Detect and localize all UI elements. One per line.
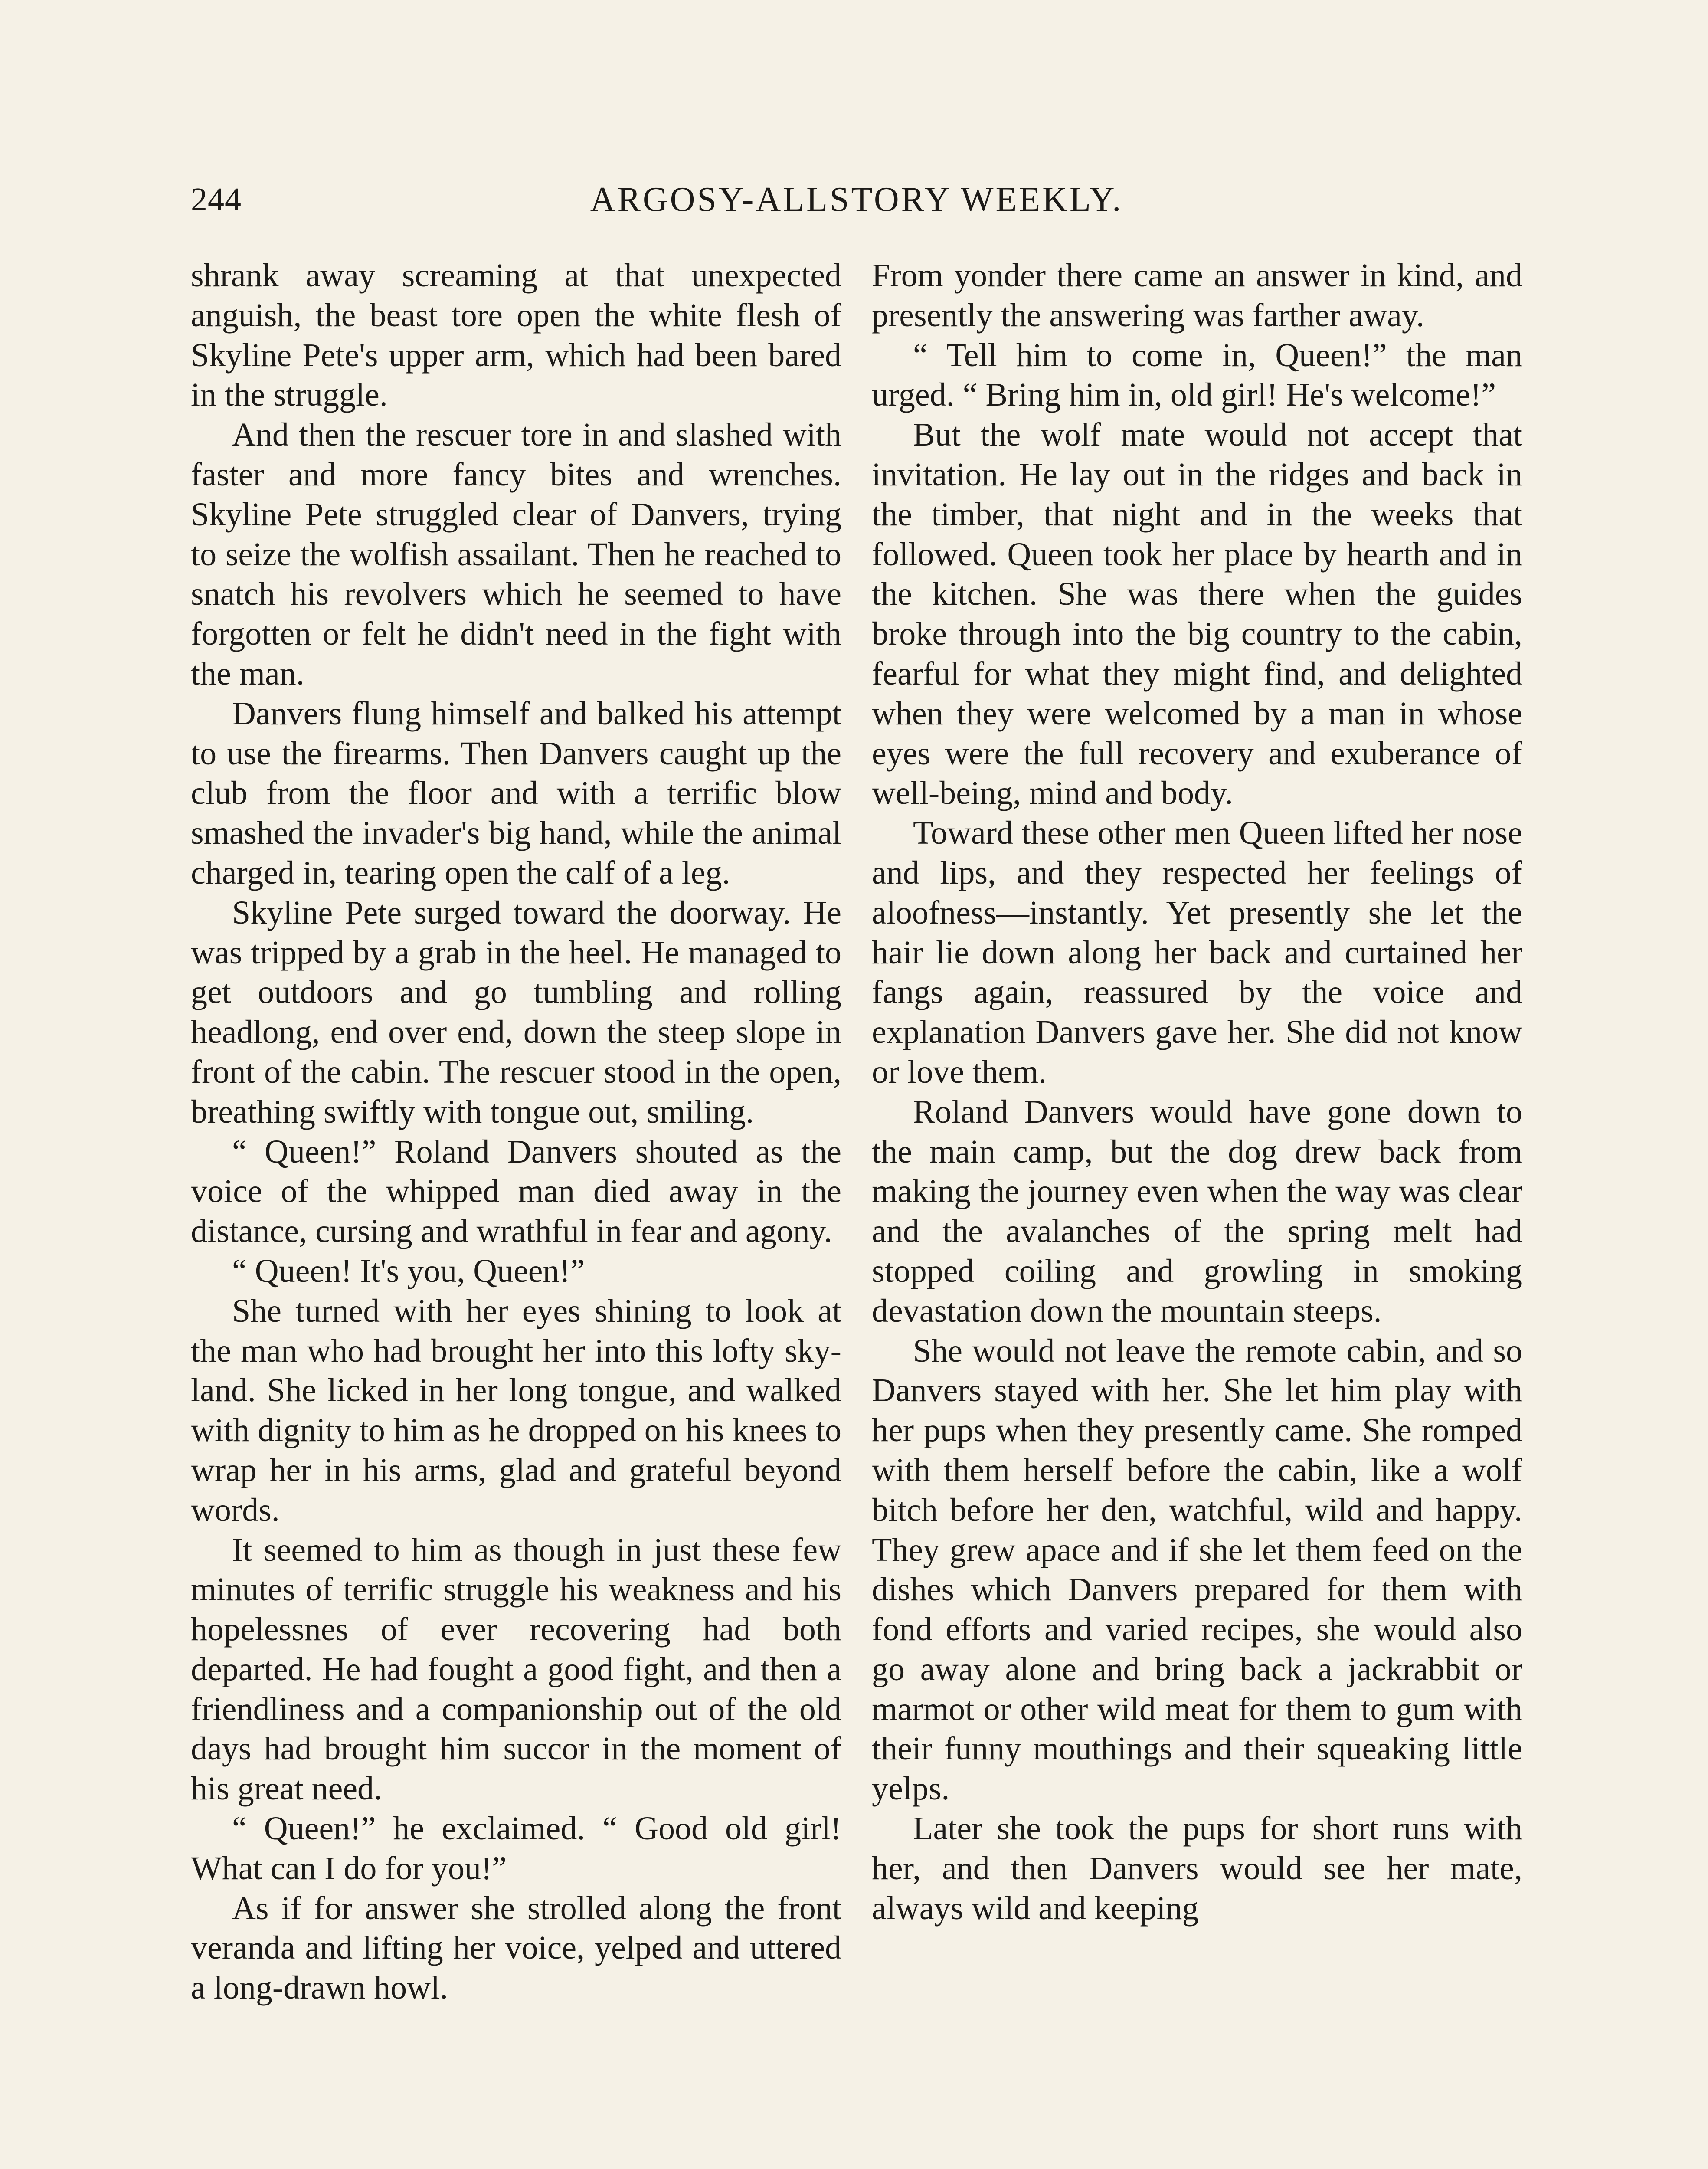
paragraph: But the wolf mate would not accept that invitation. He lay out in the ridges and back in the timber, that night and in the weeks that followed. Queen took her place by hearth and in the kitchen. She was there when the guides broke through into the big country to the cabin, fearful for what they might find, and delighted when they were welcomed by a man in whose eyes were the full recovery and exuberance of well-being, mind and body. <box>872 416 1522 812</box>
paragraph: As if for answer she strolled along the front veranda and lifting her voice, yelped and uttered a long-drawn howl. <box>191 1890 841 2006</box>
paragraph: “ Queen! It's you, Queen!” <box>232 1252 585 1289</box>
page-number: 244 <box>191 181 242 218</box>
page-header <box>191 174 1522 226</box>
right-column <box>872 256 1522 2169</box>
paragraph: She turned with her eyes shining to look at the man who had brought her into this lofty sky-land. She licked in her long tongue, and walked with dignity to him as he dropped on his knees to wrap her in his arms, glad and grateful beyond words. <box>191 1292 841 1528</box>
paragraph: Danvers flung himself and balked his attempt to use the firearms. Then Danvers caught up the club from the floor and with a terrific blow smashed the invader's big hand, while the animal charged in, tearing open the calf of a leg. <box>191 695 841 891</box>
paragraph: “ Queen!” Roland Danvers shouted as the voice of the whipped man died away in the distance, cursing and wrathful in fear and agony. <box>191 1133 841 1250</box>
paragraph: Roland Danvers would have gone down to the main camp, but the dog drew back from making the journey even when the way was clear and the avalanches of the spring melt had stopped coiling and growling in smoking devastation down the mountain steeps. <box>872 1093 1522 1329</box>
left-column <box>191 256 841 2169</box>
paragraph: Later she took the pups for short runs with her, and then Danvers would see her mate, always wild and keeping <box>872 1810 1522 1927</box>
paragraph: And then the rescuer tore in and slashed with faster and more fancy bites and wrenches. Skyline Pete struggled clear of Danvers, trying to seize the wolfish assailant. Then he reached to snatch his revolvers which he seemed to have forgotten or felt he didn't need in the fight with the man. <box>191 416 841 692</box>
paragraph: From yonder there came an answer in kind, and presently the answering was farther away. <box>872 257 1522 334</box>
running-head: ARGOSY-ALLSTORY WEEKLY. <box>590 180 1123 219</box>
paragraph: “ Tell him to come in, Queen!” the man urged. “ Bring him in, old girl! He's welcome!” <box>872 337 1522 413</box>
paragraph: Skyline Pete surged toward the doorway. He was tripped by a grab in the heel. He managed to get outdoors and go tumbling and rolling headlong, end over end, down the steep slope in front of the cabin. The rescuer stood in the open, breathing swiftly with tongue out, smiling. <box>191 894 841 1130</box>
paragraph: “ Queen!” he exclaimed. “ Good old girl! What can I do for you!” <box>191 1810 841 1887</box>
paragraph: Toward these other men Queen lifted her nose and lips, and they respected her feelings of aloofness—instantly. Yet presently she let the hair lie down along her back and curtained her fangs again, reassured by the voice and explanation Danvers gave her. She did not know or love them. <box>872 815 1522 1090</box>
paragraph: She would not leave the remote cabin, and so Danvers stayed with her. She let him play with her pups when they presently came. She romped with them herself before the cabin, like a wolf bitch before her den, watchful, wild and happy. They grew apace and if she let them feed on the dishes which Danvers prepared for them with fond efforts and varied recipes, she would also go away alone and bring back a jackrabbit or marmot or other wild meat for them to gum with their funny mouthings and their squeaking little yelps. <box>872 1332 1522 1807</box>
paragraph: shrank away screaming at that unexpected anguish, the beast tore open the white flesh of Skyline Pete's upper arm, which had been bared in the struggle. <box>191 257 841 413</box>
paragraph: It seemed to him as though in just these few minutes of terrific struggle his weakness and his hopelessnes of ever recovering had both departed. He had fought a good fight, and then a friendliness and a companionship out of the old days had brought him succor in the moment of his great need. <box>191 1531 841 1807</box>
